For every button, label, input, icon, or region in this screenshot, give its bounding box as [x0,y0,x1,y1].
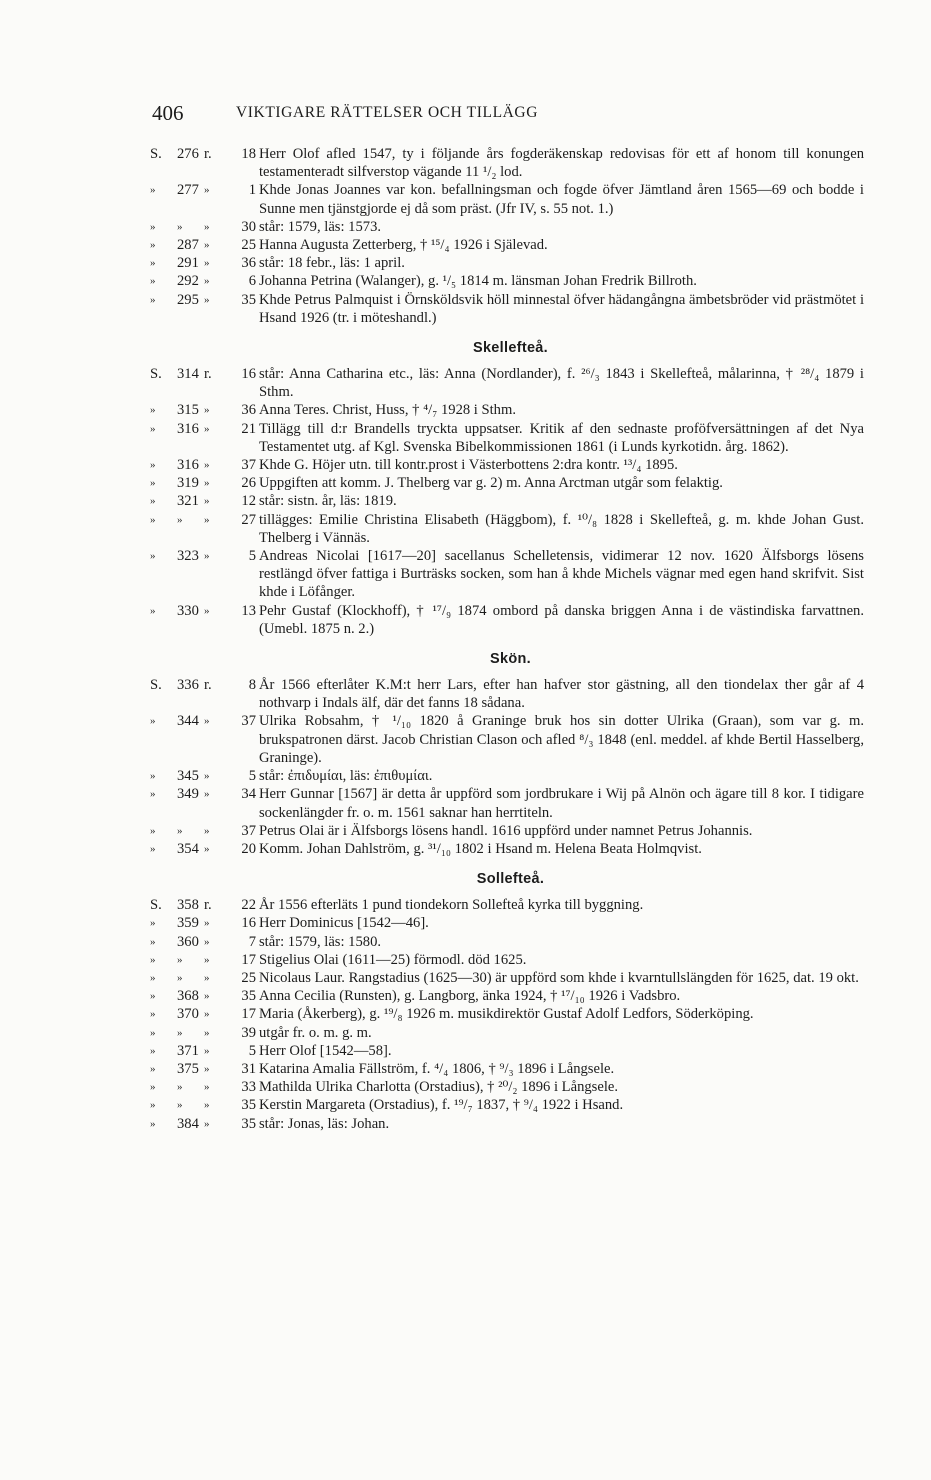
correction-entry [0,785,931,821]
ref-row-mark: » [204,715,209,728]
ref-page: 370 [177,1006,199,1023]
ref-page: 375 [177,1060,199,1077]
ref-page: 371 [177,1042,199,1059]
ref-line-number: 7 [248,933,256,950]
correction-entry [0,145,931,181]
ref-row-mark: » [204,495,209,508]
correction-entry [0,1078,931,1096]
entry-text: Petrus Olai är i Älfsborgs lösens handl. 1616 uppförd under namnet Petrus Johannis. [259,822,753,839]
ref-line-number: 25 [241,969,256,986]
ref-page: » [177,824,182,837]
ref-line-number: 18 [241,146,256,162]
entry-text: står: 1579, läs: 1580. [259,933,382,950]
entry-text: Johanna Petrina (Walanger), g. ¹/₅ 1814 m. länsman Johan Fredrik Billroth. [259,273,697,290]
ref-section-mark: » [150,422,155,435]
ref-section-mark: » [150,770,155,783]
ref-section-mark: » [150,1062,155,1075]
ref-page: 384 [177,1115,199,1132]
correction-entry [0,291,931,327]
ref-line-number: 17 [241,951,256,968]
ref-line-number: 5 [248,548,256,565]
ref-line-number: 16 [241,915,256,932]
entry-text: Katarina Amalia Fällström, f. ⁴/₄ 1806, † ⁹/₃ 1896 i Långsele. [259,1060,615,1077]
correction-entry [0,1024,931,1042]
ref-line-number: 21 [241,420,256,437]
ref-section-mark: » [150,257,155,270]
ref-section-mark: » [150,788,155,801]
entry-text: står: Anna Catharina etc., läs: Anna (Nordlander), f. ²⁶/₃ 1843 i Skellefteå, målarinna, † ²⁸/₄ 1879 i Sthm. [259,366,864,401]
section-heading: Skön. [490,651,531,668]
ref-line-number: 8 [248,677,256,694]
correction-entry [0,969,931,987]
ref-section-mark: » [150,971,155,984]
ref-row-mark: » [204,1081,209,1094]
ref-page: » [177,1099,182,1112]
ref-section-mark: » [150,604,155,617]
ref-row-mark: » [204,1117,209,1130]
ref-row-mark: » [204,824,209,837]
entry-text: står: Jonas, läs: Johan. [259,1115,390,1132]
ref-page: 319 [177,475,199,492]
ref-page: 344 [177,713,199,730]
entry-text: Nicolaus Laur. Rangstadius (1625—30) är uppförd som khde i kvarntullslängden för 1625, dat. 19 okt. [259,969,859,986]
ref-page: » [177,971,182,984]
correction-entry [0,1005,931,1023]
ref-line-number: 27 [241,511,256,528]
ref-section-mark: » [150,1026,155,1039]
entry-text: Uppgiften att komm. J. Thelberg var g. 2) m. Anna Arctman utgår som felaktig. [259,475,723,492]
ref-line-number: 34 [241,786,256,803]
correction-entry [0,272,931,290]
ref-line-number: 37 [241,457,256,474]
correction-entry [0,676,931,712]
entry-text: Hanna Augusta Zetterberg, † ¹⁵/₄ 1926 i Själevad. [259,237,548,254]
correction-entry [0,951,931,969]
ref-page: 330 [177,602,199,619]
ref-row-mark: » [204,917,209,930]
correction-entry [0,840,931,858]
correction-entry [0,712,931,767]
ref-page: 316 [177,420,199,437]
entry-text: Herr Olof afled 1547, ty i följande års fogderäkenskap redovisas för ett af honom till konungen testamenteradt silfverstop vägande 11 ¹/₂ lod. [259,146,864,181]
ref-page: 276 [177,146,199,162]
correction-entry [0,987,931,1005]
ref-row-mark: » [204,239,209,252]
entry-text: Herr Gunnar [1567] är detta år uppförd som jordbrukare i Wij på Alnön och ägare till 8 kor. I tidigare sockenlängder fr. o. m. 1561 saknar han herrtiteln. [259,786,864,821]
ref-section-mark: » [150,220,155,233]
ref-section-mark: » [150,239,155,252]
ref-row-mark: r. [204,366,212,383]
ref-section-mark: S. [150,897,162,914]
correction-entry [0,456,931,474]
page-header [152,101,872,127]
ref-row-mark: » [204,513,209,526]
ref-page: 291 [177,255,199,272]
ref-line-number: 12 [241,493,256,510]
entry-text: Andreas Nicolai [1617—20] sacellanus Schelletensis, vidimerar 12 nov. 1620 Älfsborgs lösens restlängd öfver fattiga i Burträsks socken, som han å khde Michels vägnar med egen hand skrifvit. Sist khde i Löfånger. [259,548,864,601]
ref-line-number: 31 [241,1060,256,1077]
ref-page: » [177,220,182,233]
entry-text: Tillägg till d:r Brandells tryckta uppsatser. Kritik af den sednaste proföfversättningen af det Nya Testamentet utg. af Kgl. Svenska Bibelkommissionen 1861 (i Lunds kyrkotidn. årg. 1862). [259,420,864,455]
entry-text: står: 18 febr., läs: 1 april. [259,255,405,272]
ref-section-mark: » [150,1099,155,1112]
correction-entry [0,1096,931,1114]
ref-page: 360 [177,933,199,950]
ref-page: » [177,513,182,526]
ref-line-number: 26 [241,475,256,492]
ref-section-mark: S. [150,366,162,383]
ref-row-mark: » [204,770,209,783]
ref-line-number: 35 [241,1097,256,1114]
entry-text: Mathilda Ulrika Charlotta (Orstadius), † ²⁰/₂ 1896 i Långsele. [259,1079,619,1096]
ref-line-number: 35 [241,988,256,1005]
ref-row-mark: r. [204,897,212,914]
ref-row-mark: » [204,1026,209,1039]
ref-row-mark: » [204,1008,209,1021]
correction-entry [0,1060,931,1078]
ref-section-mark: » [150,293,155,306]
entry-text: Herr Olof [1542—58]. [259,1042,392,1059]
correction-entry [0,914,931,932]
ref-page: 315 [177,402,199,419]
ref-section-mark: » [150,184,155,197]
section-heading: Skellefteå. [472,340,549,357]
ref-row-mark: » [204,1099,209,1112]
ref-line-number: 22 [241,897,256,914]
ref-row-mark: » [204,459,209,472]
ref-page: 314 [177,366,199,383]
ref-page: » [177,1026,182,1039]
entry-text: Khde Petrus Palmquist i Örnsköldsvik höll minnestal öfver hädangångna ämbetsbröder vid prästmötet i Hsand 1926 (tr. i möteshandl.) [259,291,864,326]
ref-page: 358 [177,897,199,914]
ref-page: 336 [177,677,199,694]
correction-entry [0,181,931,217]
ref-row-mark: » [204,971,209,984]
ref-line-number: 5 [248,768,256,785]
ref-section-mark: » [150,935,155,948]
entry-text: År 1566 efterlåter K.M:t herr Lars, efter han hafver stor gästning, all den tiondelax ther går af 4 nothvarp i Indals älf, där det fanns 18 sådana. [259,677,864,712]
ref-section-mark: » [150,495,155,508]
entry-text: Kerstin Margareta (Orstadius), f. ¹⁹/₇ 1837, † ⁹/₄ 1922 i Hsand. [259,1097,624,1114]
correction-entry [0,602,931,638]
ref-section-mark: » [150,513,155,526]
ref-section-mark: » [150,953,155,966]
ref-section-mark: » [150,990,155,1003]
entry-text: Ulrika Robsahm, † ¹/₁₀ 1820 å Graninge bruk hos sin dotter Ulrika (Graan), som var g. m. brukspatronen därst. Jacob Christian Clason och afled ⁸/₃ 1848 (enl. meddel. af khde Bertil Hasselberg, Graninge). [259,713,864,766]
ref-section-mark: » [150,824,155,837]
ref-line-number: 13 [241,602,256,619]
ref-line-number: 25 [241,237,256,254]
ref-row-mark: » [204,604,209,617]
ref-page: 321 [177,493,199,510]
ref-page: 292 [177,273,199,290]
page-number: 406 [152,101,184,125]
entry-text: År 1556 efterläts 1 pund tiondekorn Sollefteå kyrka till byggning. [259,897,644,914]
ref-page: 368 [177,988,199,1005]
correction-entry [0,1042,931,1060]
ref-section-mark: S. [150,677,162,694]
ref-page: 354 [177,840,199,857]
correction-entry [0,236,931,254]
entry-text: står: 1579, läs: 1573. [259,218,382,235]
ref-row-mark: » [204,257,209,270]
entry-text: Anna Cecilia (Runsten), g. Langborg, änka 1924, † ¹⁷/₁₀ 1926 i Vadsbro. [259,988,681,1005]
correction-entry [0,254,931,272]
ref-page: » [177,953,182,966]
entry-text: står: sistn. år, läs: 1819. [259,493,397,510]
section-heading: Sollefteå. [476,871,545,888]
correction-entry [0,933,931,951]
ref-section-mark: » [150,459,155,472]
ref-section-mark: » [150,1008,155,1021]
ref-row-mark: » [204,184,209,197]
ref-section-mark: » [150,715,155,728]
entry-text: Komm. Johan Dahlström, g. ³¹/₁₀ 1802 i Hsand m. Helena Beata Holmqvist. [259,840,702,857]
ref-line-number: 37 [241,713,256,730]
correction-entry [0,474,931,492]
ref-line-number: 36 [241,255,256,272]
ref-section-mark: S. [150,146,162,162]
ref-page: 349 [177,786,199,803]
ref-page: 323 [177,548,199,565]
ref-row-mark: » [204,953,209,966]
ref-line-number: 37 [241,822,256,839]
running-title: VIKTIGARE RÄTTELSER OCH TILLÄGG [236,104,539,121]
ref-line-number: 16 [241,366,256,383]
ref-line-number: 35 [241,1115,256,1132]
ref-row-mark: » [204,275,209,288]
ref-page: 316 [177,457,199,474]
ref-line-number: 17 [241,1006,256,1023]
ref-row-mark: » [204,1062,209,1075]
ref-row-mark: r. [204,677,212,694]
ref-row-mark: » [204,842,209,855]
ref-page: 277 [177,182,199,199]
entry-text: Anna Teres. Christ, Huss, † ⁴/₇ 1928 i Sthm. [259,402,516,419]
ref-row-mark: » [204,293,209,306]
ref-line-number: 6 [248,273,256,290]
ref-line-number: 5 [248,1042,256,1059]
correction-entry [0,511,931,547]
entry-text: utgår fr. o. m. g. m. [259,1024,372,1041]
ref-row-mark: » [204,1044,209,1057]
ref-line-number: 39 [241,1024,256,1041]
entry-text: Khde Jonas Joannes var kon. befallningsman och fogde öfver Jämtland åren 1565—69 och bodde i Sunne men tjänstgjorde ej då som präst. (Jfr IV, s. 55 not. 1.) [259,182,864,217]
entry-text: tillägges: Emilie Christina Elisabeth (Häggbom), f. ¹⁰/₈ 1828 i Skellefteå, g. m. khde Johan Gust. Thelberg i Vännäs. [259,511,864,546]
ref-section-mark: » [150,1117,155,1130]
ref-row-mark: » [204,990,209,1003]
corrections-body [0,145,931,1133]
ref-line-number: 1 [248,182,256,199]
ref-page: 345 [177,768,199,785]
ref-line-number: 33 [241,1079,256,1096]
correction-entry [0,547,931,602]
ref-page: 359 [177,915,199,932]
ref-row-mark: » [204,404,209,417]
entry-text: Maria (Åkerberg), g. ¹⁹/₈ 1926 m. musikdirektör Gustaf Adolf Ledfors, Söderköping. [259,1006,754,1023]
ref-section-mark: » [150,917,155,930]
ref-page: » [177,1081,182,1094]
ref-row-mark: » [204,550,209,563]
ref-section-mark: » [150,1044,155,1057]
ref-row-mark: » [204,422,209,435]
entry-text: Pehr Gustaf (Klockhoff), † ¹⁷/₉ 1874 ombord på danska briggen Anna i de västindiska farvattnen. (Umebl. 1875 n. 2.) [259,602,864,637]
ref-page: 295 [177,291,199,308]
correction-entry [0,767,931,785]
ref-line-number: 30 [241,218,256,235]
correction-entry [0,1115,931,1133]
ref-section-mark: » [150,550,155,563]
ref-page: 287 [177,237,199,254]
correction-entry [0,401,931,419]
correction-entry [0,492,931,510]
correction-entry [0,365,931,401]
entry-text: Stigelius Olai (1611—25) förmodl. död 1625. [259,951,527,968]
correction-entry [0,896,931,914]
ref-section-mark: » [150,275,155,288]
ref-row-mark: » [204,220,209,233]
correction-entry [0,822,931,840]
ref-row-mark: » [204,788,209,801]
ref-line-number: 36 [241,402,256,419]
correction-entry [0,420,931,456]
ref-line-number: 35 [241,291,256,308]
ref-section-mark: » [150,1081,155,1094]
ref-row-mark: r. [204,146,212,162]
entry-text: Khde G. Höjer utn. till kontr.prost i Västerbottens 2:dra kontr. ¹³/₄ 1895. [259,457,678,474]
ref-line-number: 20 [241,840,256,857]
ref-row-mark: » [204,477,209,490]
correction-entry [0,218,931,236]
ref-section-mark: » [150,842,155,855]
entry-text: står: ἐπιδυμίαι, läs: ἐπιθυμίαι. [259,768,433,785]
ref-section-mark: » [150,404,155,417]
entry-text: Herr Dominicus [1542—46]. [259,915,429,932]
ref-section-mark: » [150,477,155,490]
ref-row-mark: » [204,935,209,948]
